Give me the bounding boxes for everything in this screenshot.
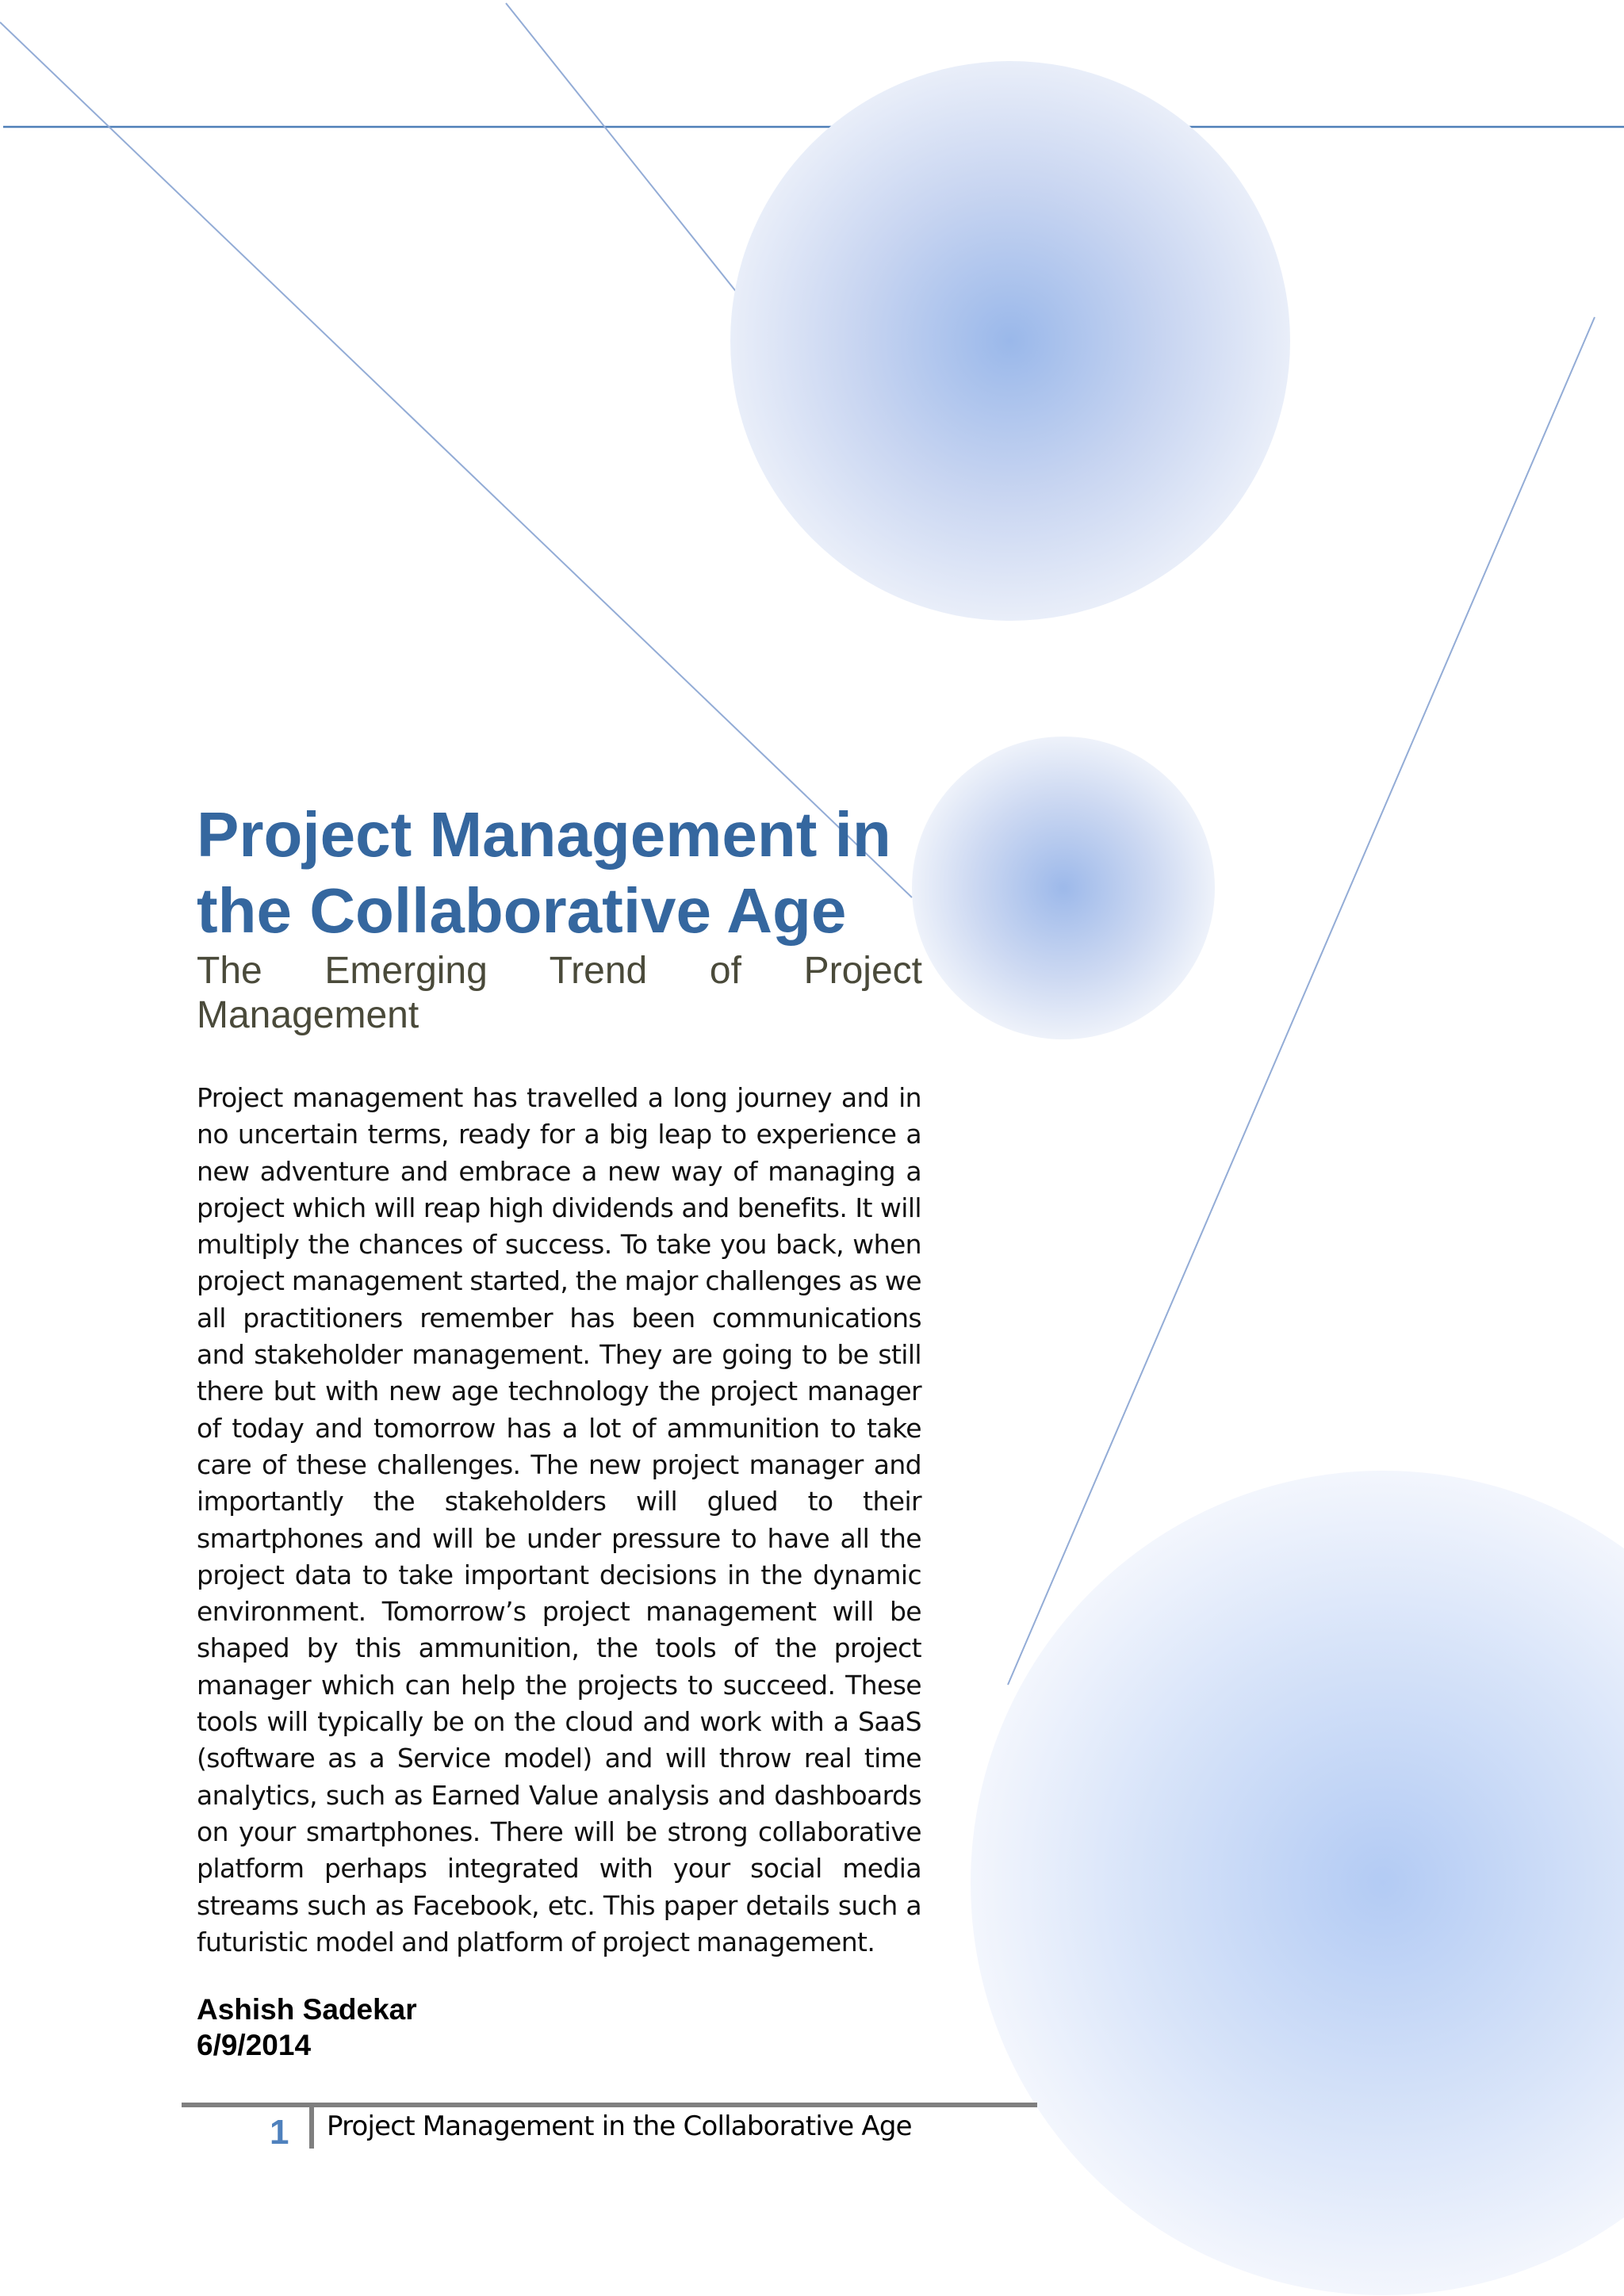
diagonal-line-center — [506, 3, 737, 293]
decorative-sphere-small-middle — [912, 737, 1215, 1039]
abstract-paragraph: Project management has travelled a long journey and in no uncertain terms, ready for a big leap to experience a new adventure and embrace a new way of managing a project which will reap high dividends and benefits. It will multiply the chances of success. To take you back, when project management started, the major challenges as we all practitioners remember has been communications and stakeholder management. They are going to be still there but with new age technology the project manager of today and tomorrow has a lot of ammunition to take care of these challenges. The new project manager and importantly the stakeholders will glued to their smartphones and will be under pressure to have all the project data to take important decisions in the dynamic environment. Tomorrow’s project management will be shaped by this ammunition, the tools of the project manager which can help the projects to succeed. These tools will typically be on the cloud and work with a SaaS (software as a Service model) and will throw real time analytics, such as Earned Value analysis and dashboards on your smartphones. There will be strong collaborative platform perhaps integrated with your social media streams such as Facebook, etc. This paper details such a futuristic model and platform of project management. — [197, 1082, 921, 1957]
author-name: Ashish Sadekar — [197, 1993, 417, 2026]
document-subtitle: The Emerging Trend of Project Management — [197, 950, 922, 1036]
document-title: Project Management in the Collaborative Age — [197, 799, 891, 946]
decorative-sphere-large-top — [730, 61, 1290, 621]
footer-divider — [309, 2107, 314, 2149]
footer-running-title: Project Management in the Collaborative Age — [327, 2110, 912, 2142]
page-number: 1 — [270, 2113, 289, 2152]
decorative-sphere-large-bottom — [971, 1471, 1624, 2295]
document-date: 6/9/2014 — [197, 2029, 312, 2061]
